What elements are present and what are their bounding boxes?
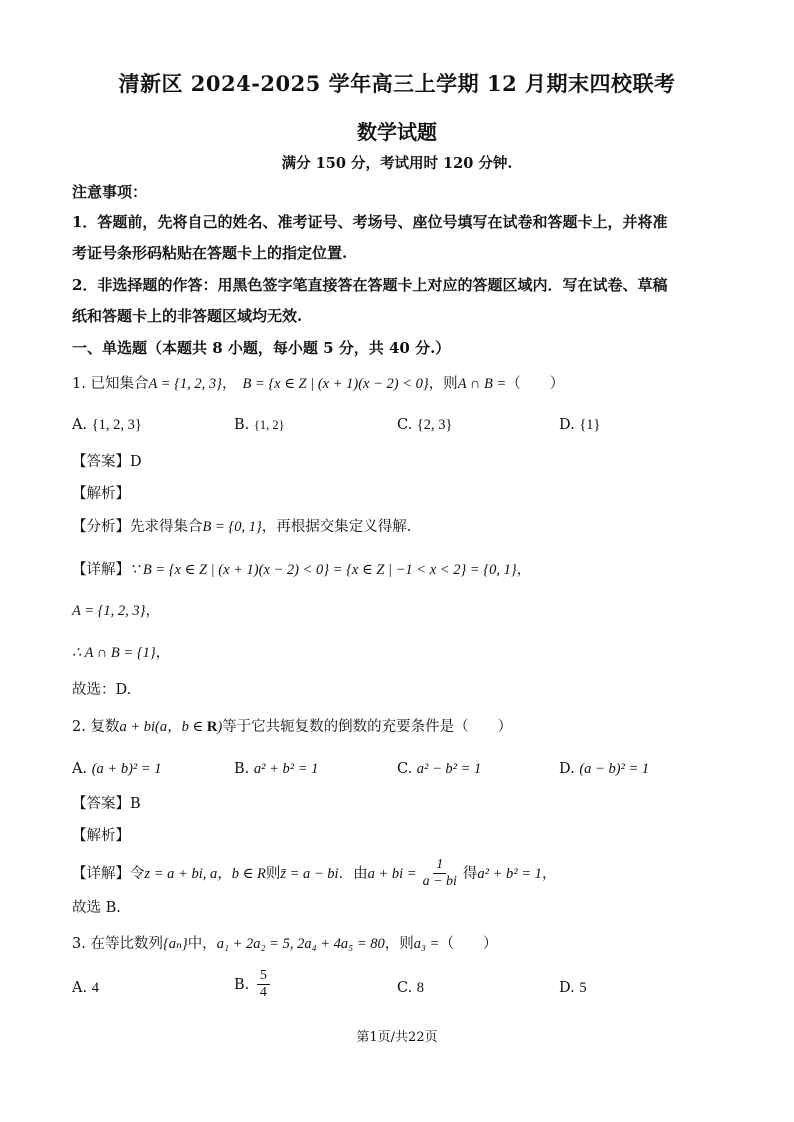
section-heading: 一、单选题（本题共 8 小题，每小题 5 分，共 40 分.） [72,339,451,357]
q1-paren: （ ） [506,376,565,392]
q2-option-b: B. a² + b² = 1 [234,761,319,777]
q1-sep: ， [221,376,237,392]
q1-stem [72,377,734,392]
q2-answer: 【答案】B [72,796,141,812]
q3-option-b-fraction: $\frac{5}{4}$ [257,968,270,1002]
q3-option-a: A. 4 [72,980,99,996]
q3-option-d: D. 5 [559,980,587,996]
q2-option-d: D. (a − b)² = 1 [559,761,650,777]
q1-analysis-tag: 【解析】 [72,486,130,502]
exam-info: 满分 150 分，考试用时 120 分钟. [281,155,513,172]
notice-heading: 注意事项： [72,183,148,201]
q1-expr: A ∩ B = [457,376,507,392]
exam-title: 清新区 2024-2025 学年高三上学期 12 月期末四校联考 [118,71,676,96]
q3-stem: 3. 在等比数列{aₙ}中，a₁ + 2a₂ = 5, 2a₄ + 4a₅ = 80，则a₃ =（ ） [72,936,498,952]
q3-option-c: C. 8 [397,980,425,996]
q1-answer: 【答案】D [72,454,142,470]
q1-set-a: A = {1, 2, 3} [148,376,222,392]
q1-option-c: C. {2, 3} [397,417,453,433]
notice-item2-line2: 纸和答题卡上的非答题区域均无效. [72,307,303,325]
notice-item1-line2: 考证号条形码粘贴在答题卡上的指定位置. [72,244,348,262]
q1-xiangjie: 【详解】∵ B = {x ∈ Z | (x + 1)(x − 2) < 0} = {x ∈ Z | −1 < x < 2} = {0, 1}， [72,562,532,578]
q1-line-result: ∴ A ∩ B = {1}， [72,645,171,661]
q3-option-b: B. $\frac{5}{4}$ [234,968,273,1002]
q1-option-a: A. {1, 2, 3} [72,417,142,433]
notice-item2-line1: 2．非选择题的作答：用黑色签字笔直接答在答题卡上对应的答题区域内．写在试卷、草稿 [72,276,668,294]
q2-option-c: C. a² − b² = 1 [397,761,482,777]
exam-subtitle: 数学试题 [357,120,437,144]
q2-xiangjie: 【详解】令z = a + bi, a，b ∈ R则z̄ = a − bi．由a + bi = $\frac{1}{a - bi}$ 得a² + b² = 1， [72,857,557,890]
q1-choose: 故选：D. [72,682,132,698]
page-number: 第1页/共22页 [356,1030,438,1045]
q1-stem-prefix: 1. 已知集合 [72,376,149,392]
q1-line-a: A = {1, 2, 3}， [72,603,160,619]
notice-item1-line1: 1．答题前，先将自己的姓名、准考证号、考场号、座位号填写在试卷和答题卡上，并将准 [72,213,668,231]
q1-stem-mid: ，则 [428,376,458,392]
q1-option-b: B. {1, 2} [234,417,285,433]
q1-option-d: D. {1} [559,417,601,433]
q2-choose: 故选 B. [72,900,121,916]
q2-analysis-tag: 【解析】 [72,828,130,844]
q2-stem: 2. 复数a + bi(a，b ∈ R)等于它共轭复数的倒数的充要条件是（ ） [72,719,513,735]
q2-fraction: $\frac{1}{a - bi}$ [422,857,457,890]
q1-fenxi: 【分析】先求得集合B = {0, 1}，再根据交集定义得解. [72,519,412,535]
q1-set-b: B = {x ∈ Z | (x + 1)(x − 2) < 0} [242,376,429,392]
q2-option-a: A. (a + b)² = 1 [72,761,162,777]
